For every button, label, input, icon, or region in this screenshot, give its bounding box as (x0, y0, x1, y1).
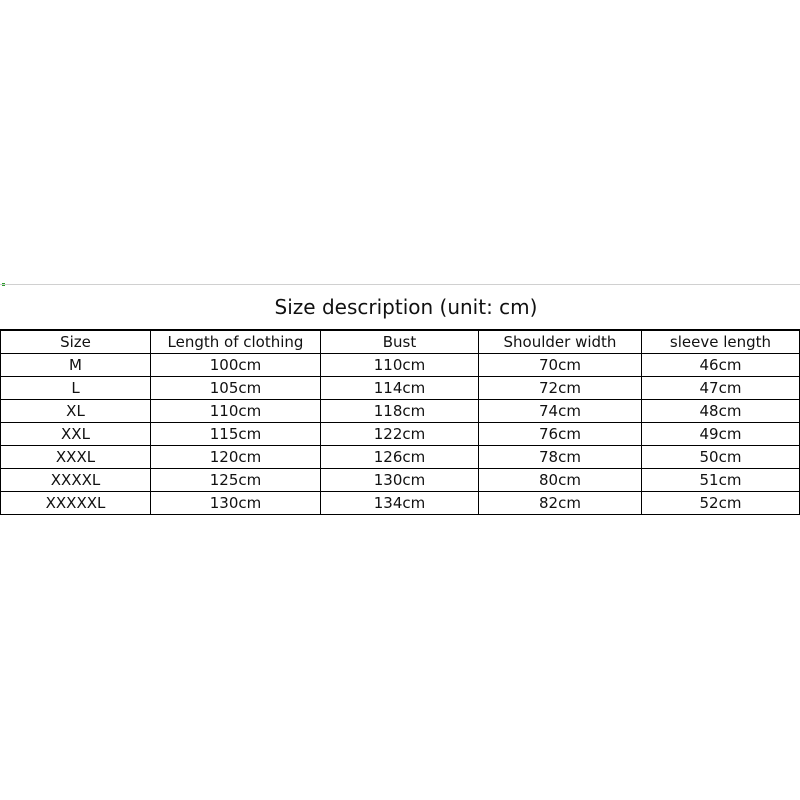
shoulder-cell: 74cm (479, 400, 642, 423)
sleeve-cell: 52cm (642, 492, 800, 515)
shoulder-cell: 76cm (479, 423, 642, 446)
size-cell: XXXXL (1, 469, 151, 492)
table-row (1, 423, 800, 446)
shoulder-cell: 82cm (479, 492, 642, 515)
table-row (1, 469, 800, 492)
length-cell: 110cm (151, 400, 321, 423)
table-row (1, 492, 800, 515)
shoulder-cell: 78cm (479, 446, 642, 469)
header-length: Length of clothing (151, 331, 321, 354)
bust-cell: 118cm (321, 400, 479, 423)
header-bust: Bust (321, 331, 479, 354)
bust-cell: 134cm (321, 492, 479, 515)
table-header-row (1, 331, 800, 354)
sleeve-cell: 49cm (642, 423, 800, 446)
size-cell: XXXL (1, 446, 151, 469)
length-cell: 115cm (151, 423, 321, 446)
table-row (1, 377, 800, 400)
length-cell: 105cm (151, 377, 321, 400)
table-row (1, 400, 800, 423)
length-cell: 125cm (151, 469, 321, 492)
sleeve-cell: 47cm (642, 377, 800, 400)
table-row (1, 446, 800, 469)
bust-cell: 114cm (321, 377, 479, 400)
size-chart (0, 284, 800, 515)
header-size: Size (1, 331, 151, 354)
shoulder-cell: 80cm (479, 469, 642, 492)
size-cell: M (1, 354, 151, 377)
size-table (0, 330, 800, 515)
header-shoulder-width: Shoulder width (479, 331, 642, 354)
size-cell: XXXXXL (1, 492, 151, 515)
size-cell: XXL (1, 423, 151, 446)
length-cell: 100cm (151, 354, 321, 377)
bust-cell: 130cm (321, 469, 479, 492)
table-title: Size description (unit: cm) (0, 284, 800, 330)
sleeve-cell: 50cm (642, 446, 800, 469)
length-cell: 120cm (151, 446, 321, 469)
size-cell: XL (1, 400, 151, 423)
header-sleeve-length: sleeve length (642, 331, 800, 354)
bust-cell: 122cm (321, 423, 479, 446)
sleeve-cell: 51cm (642, 469, 800, 492)
length-cell: 130cm (151, 492, 321, 515)
bust-cell: 110cm (321, 354, 479, 377)
sleeve-cell: 48cm (642, 400, 800, 423)
shoulder-cell: 72cm (479, 377, 642, 400)
sleeve-cell: 46cm (642, 354, 800, 377)
bust-cell: 126cm (321, 446, 479, 469)
size-cell: L (1, 377, 151, 400)
shoulder-cell: 70cm (479, 354, 642, 377)
table-row (1, 354, 800, 377)
